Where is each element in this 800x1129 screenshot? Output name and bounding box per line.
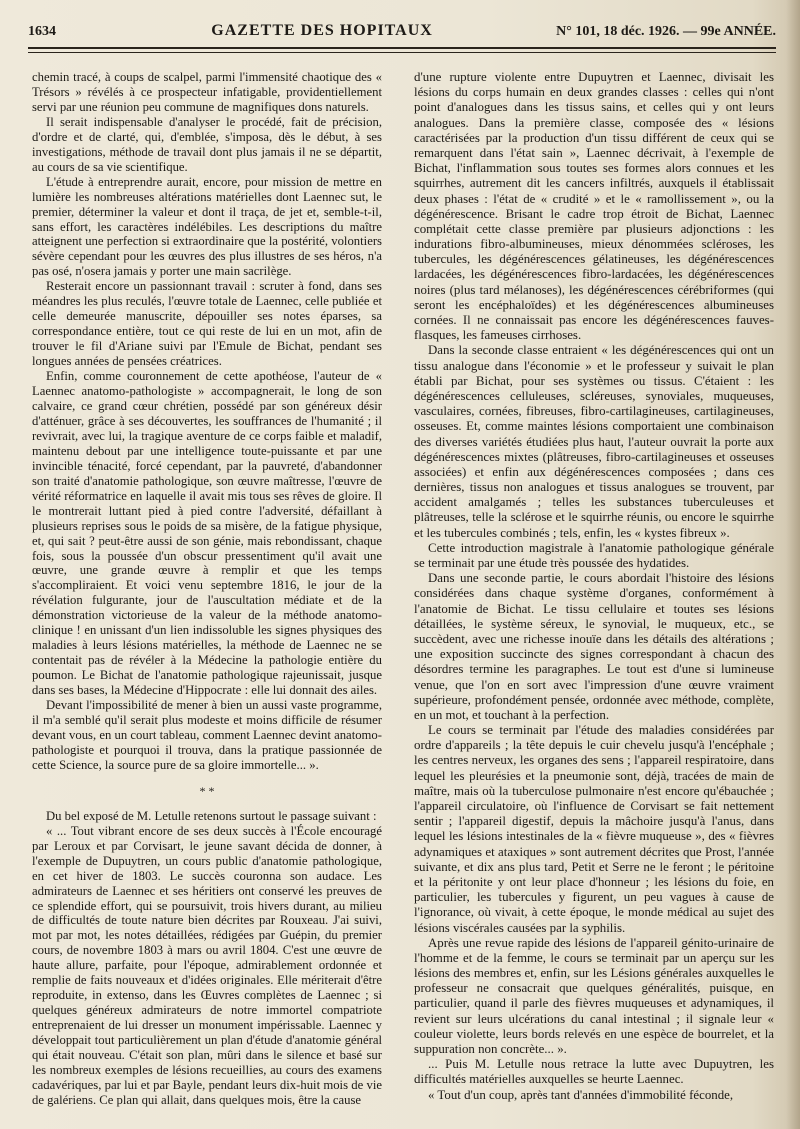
paragraph: « Tout d'un coup, après tant d'années d'immobilité féconde, bbox=[428, 1087, 734, 1102]
paragraph: « ... Tout vibrant encore de ses deux succès à l'École encouragé par Leroux et par Corvisart, le jeune savant décida de donner, à l'exemple de Dupuytren, un cours public d'anatomie pathologique, en cet hiver de 1803. Le succès couronna son audace. Les admirateurs de Laennec et ses héritiers ont conservé les preuves de ce splendide effort, qui se poursuivit, trois hivers durant, au milieu de difficultés de toute nature bien décrites par Rouxeau. J'ai suivi, mot par mot, les notes détaillées, rédigées par Guépin, du premier cours, de novembre 1803 à mars ou avril 1804. C'est une œuvre de haute allure, parfaite, pour l'époque, admirablement ordonnée et remplie de faits nouveaux et d'idées originales. Elle mériterait d'être reproduite, in extenso, dans les Œuvres complètes de Laennec ; si quelques généreux admirateurs de notre immortel compatriote entreprenaient de lui dresser un monument impérissable. Laennec y développait tout particulièrement un plan d'étude d'anatomie général qui était nouveau. C'était son plan, mûri dans le silence et basé sur les nombreux exemples de lésions recueillies, au cours des examens cadavériques, par lui et par Bayle, pendant leurs dix-huit mois de vie de galériens. Ce plan qui allait, dans quelques mois, être la cause bbox=[32, 823, 382, 1107]
paragraph: L'étude à entreprendre aurait, encore, pour mission de mettre en lumière les nombreuses altérations matérielles dont Laennec sut, le premier, déterminer la valeur et dont il traça, de jet et, semble-t-il, sans effort, les caractères indélébiles. Les descriptions du maître atteignent une perfection si extraordinaire que la postérité, volontiers sévère cependant pour les œuvres des plus illustres de ses héros, n'a pas osé, n'osera jamais y porter une main sacrilège. bbox=[32, 174, 382, 279]
paragraph: d'une rupture violente entre Dupuytren et Laennec, divisait les lésions du corps humain en deux grandes classes : celles qui n'ont point d'analogues dans les tissus sains, et celles qui y ont leurs analogues. Dans la première classe, composée des « lésions caractérisées par la production d'un tissu différent de ceux qui se remarquent dans l'état sain », Laennec décrivait, à l'exemple de Bichat, l'inflammation sous toutes ses formes alors connues et les squirrhes, autrement dit les cancers infiltrés, auxquels il établissait deux phases : l'état de « crudité » et le « ramollissement », ou la dégénérescence. Brisant le cadre trop étroit de Bichat, Laennec complétait cette classe première par plusieurs adjonctions : les indurations fibro-albumineuses, mieux dénommées scléroses, les tubercules, les dégénérescences gélatineuses, les dégénérescences lardacées, les dégénérescences fibro-lardacées, les dégénérescences noires (plus tard mélanoses), les dégénérescences cérébriformes (qui seront les encéphaloïdes) et les dégénérescences albumineuses cornées. Il ne connaissait pas encore les dégénérescences fauves-flasques, les fameuses cirrhoses. bbox=[414, 70, 774, 343]
section-separator: * * bbox=[199, 783, 215, 798]
page-edge-shadow bbox=[786, 0, 800, 1129]
header-rule-thin bbox=[28, 52, 776, 53]
paragraph: Cette introduction magistrale à l'anatomie pathologique générale se terminait par une étude très poussée des hydatides. bbox=[414, 540, 774, 570]
paragraph: Il serait indispensable d'analyser le procédé, fait de précision, d'ordre et de clarté, qui, d'emblée, s'imposa, dès le début, à ses investigations, méthode de travail dont plus jamais il ne se départit, au cours de sa vie scientifique. bbox=[32, 114, 382, 174]
journal-title: GAZETTE DES HOPITAUX bbox=[211, 22, 433, 39]
paragraph: Dans une seconde partie, le cours abordait l'histoire des lésions considérées dans chaque système d'organes, conformément à l'anatomie de Bichat. Le tissu cellulaire et toutes ses lésions détaillées, le système séreux, le synovial, le muqueux, etc., se succèdent, avec une richesse inouïe dans les détails des altérations ; une exposition succincte des signes correspondant à chacun des désordres termine les paragraphes. Le tout est d'une si lumineuse venue, que l'on en sort avec l'impression d'une œuvre vraiment supérieure, profondément pensée, ordonnée avec méthode, complète, en un mot, et touchant à la perfection. bbox=[414, 571, 774, 722]
right-column bbox=[414, 70, 774, 1103]
paragraph: Après une revue rapide des lésions de l'appareil génito-urinaire de l'homme et de la femme, le cours se terminait par un aperçu sur les lésions des membres et, enfin, sur les Lésions générales auxquelles le professeur ne consacrait que quelques généralités, puisque, en particulier, quand il parle des fièvres muqueuses et adynamiques, il revient sur leurs ulcérations du canal intestinal ; il signale leur « couleur violette, leurs bords relevés en une espèce de bourrelet, et la suppuration non concrète... ». bbox=[414, 935, 774, 1056]
paragraph: chemin tracé, à coups de scalpel, parmi l'immensité chaotique des « Trésors » révélés à ce prospecteur infatigable, providentiellement servi par une réunion peu commune de magnifiques dons naturels. bbox=[32, 70, 382, 114]
paragraph: Dans la seconde classe entraient « les dégénérescences qui ont un tissu analogue dans l'économie » et le professeur y suivait le plan établi par Bichat, pour ses systèmes ou tissus. C'étaient : les dégénérescences celluleuses, scléreuses, synoviales, muqueuses, vasculaires, cornées, fibreuses, fibro-cartilagineuses, cartilagineuses, osseuses. Et, comme maintes lésions comportaient une combinaison des diverses variétés étudiées plus haut, l'auteur ouvrait la porte aux dégénérescences mixtes (plâtreuses, fibro-cartilagineuses et osseuses associées) et enfin aux dégénérescences composées ; dans ces dernières, tissus non analogues et tissus analogues se trouvent, par accident amalgamés ; telles les substances tuberculeuses et plâtreuses, telle la sclérose et le squirrhe réunis, ou encore le squirrhe et les tubercules combinés ; tels, enfin, les « kystes fibreux ». bbox=[414, 343, 774, 540]
running-header bbox=[28, 22, 776, 46]
paragraph: ... Puis M. Letulle nous retrace la lutte avec Dupuytren, les difficultés matérielles auxquelles se heurte Laennec. bbox=[414, 1057, 774, 1087]
paragraph: Le cours se terminait par l'étude des maladies considérées par ordre d'appareils ; la tête depuis le cuir chevelu jusqu'à l'encéphale ; les centres nerveux, les organes des sens ; l'appareil respiratoire, dans lequel les pleurésies et la pneumonie sont, déjà, tracées de main de maître, mais où la tuberculose pulmonaire n'est encore qu'ébauchée ; l'appareil circulatoire, où l'influence de Corvisart se fait nettement sentir ; l'appareil digestif, depuis la mâchoire jusqu'à l'anus, dans lequel les lésions intestinales de la « fièvre muqueuse », des « fièvres adynamiques et ataxiques » sont autrement décrites que Prost, l'année suivante, et dix ans plus tard, Petit et Serre ne le feront ; le péritoine et la péritonite y ont leur place d'honneur ; les lésions du foie, en particulier, les tubercules y figurent, un peu vagues à cause de l'ignorance, où vivait, à cette époque, le monde médical au sujet des lésions viscérales causées par la syphilis. bbox=[414, 723, 774, 935]
issue-info: N° 101, 18 déc. 1926. — 99e ANNÉE. bbox=[556, 24, 776, 39]
paragraph: Devant l'impossibilité de mener à bien un aussi vaste programme, il m'a semblé qu'il serait plus modeste et moins difficile de résumer devant vous, en un court tableau, comment Laennec devint anatomo-pathologiste et pourquoi il trouva, dans la pratique passionnée de cette Science, la source pure de sa gloire immortelle... ». bbox=[32, 698, 382, 772]
left-column bbox=[32, 70, 382, 1108]
page-number: 1634 bbox=[28, 24, 56, 39]
header-rule-thick bbox=[28, 47, 776, 49]
paragraph: Du bel exposé de M. Letulle retenons surtout le passage suivant : bbox=[46, 808, 377, 823]
paragraph: Enfin, comme couronnement de cette apothéose, l'auteur de « Laennec anatomo-pathologiste » accompagnerait, le long de son calvaire, ce grand cœur chrétien, possédé par son généreux désir d'atténuer, grâce à ses découvertes, les souffrances de l'humanité ; il revivrait, avec lui, la tragique aventure de ce corps faible et maladif, maintenu debout par une intelligence toute-puissante et par une invincible ténacité, forcé cependant, par la pauvreté, d'abandonner son traité d'anatomie pathologique, son œuvre maîtresse, l'œuvre de vérité réformatrice en laquelle il avait mis tous ses rêves de gloire. Il le montrerait luttant pied à pied contre l'adversité, défaillant à plusieurs reprises sous le poids de sa misère, de la fatigue physique, et, qui sait ? peut-être aussi de son génie, mais rebondissant, chaque fois, sous la poussée d'un obscur pressentiment qu'il avait une œuvre, une grande œuvre à remplir et que les temps s'accompliraient. Et voici venu septembre 1816, le jour de la révélation fulgurante, jour de l'auscultation médiate et de la démonstration victorieuse de la valeur de la méthode anatomo-clinique ! en unissant d'un lien indissoluble les signes physiques des maladies à leurs lésions matérielles, la méthode de Laennec ne se contentait pas de révéler à la Médecine la pathologie entière du poumon. Le Bichat de l'anatomie pathologique rajeunissait, jusque dans ses bases, la Médecine d'Hippocrate : elle lui donnait des ailes. bbox=[32, 369, 382, 698]
paragraph: Resterait encore un passionnant travail : scruter à fond, dans ses méandres les plus reculés, l'œuvre totale de Laennec, celle publiée et celle demeurée manuscrite, dépouiller ses notes éparses, sa correspondance entière, tout ce qui reste de lui en un mot, afin de trouver le fil d'Ariane suivi par l'Emule de Bichat, pendant ses longues années de pensées créatrices. bbox=[32, 279, 382, 369]
